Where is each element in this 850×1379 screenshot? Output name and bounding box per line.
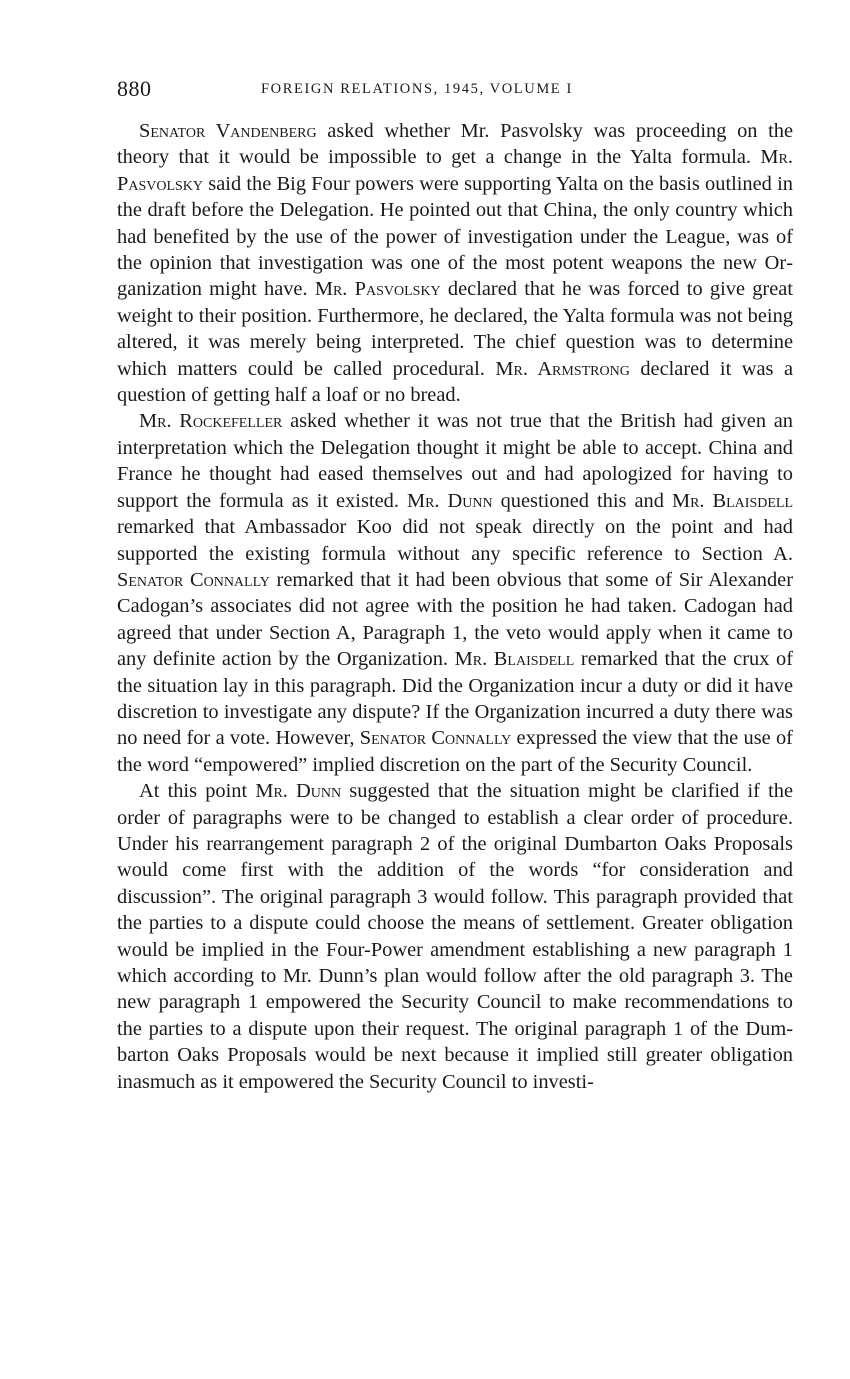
paragraph-text: declared that he was forced to give great weight to their position. Furthermore, he declared, the Yalta formula was not being altered, it was merely being interpreted. The chief question was to determine which matters could be called procedural. [117,278,793,380]
paragraph [117,408,793,778]
speaker-name: Mr. Dunn [406,489,493,512]
paragraph-text: questioned this and [492,489,672,512]
paragraph-text: suggested that the situation might be clarified if the order of paragraphs were to be changed to establish a clear order of procedure. Under his rearrangement paragraph 2 of the original Dumbarton Oaks Proposals would come first with the addition of the words “for consideration and discussion”. The original paragraph 3 would follow. This paragraph provided that the parties to a dispute could choose the means of settlement. Greater obligation would be implied in the Four-Power amendment establishing a new paragraph 1 which according to Mr. Dunn’s plan would follow after the old paragraph 3. The new paragraph 1 empowered the Security Council to make recommendations to the parties to a dispute upon their request. The original paragraph 1 of the Dumbarton Oaks Proposals would be next because it implied still greater obligation inasmuch as it empowered the Security Council to investi- [117,780,793,1093]
speaker-name: Mr. Blaisdell [671,489,794,512]
paragraph-text: said the Big Four powers were supporting Yalta on the basis outlined in the draft before the Delegation. He pointed out that China, the only country which had benefited by the use of the power of investigation under the League, was of the opinion that investigation was one of the most potent weapons the new Organization might have. [117,172,793,301]
paragraph-text: remarked that it had been obvious that some of Sir Alexander Cadogan’s associates did not agree with the position he had taken. Cadogan had agreed that under Section A, Paragraph 1, the veto would apply when it came to any definite action by the Organization. [117,568,793,671]
speaker-name: Mr. Blaisdell [454,648,575,671]
speaker-name: Senator Connally [117,568,270,591]
paragraph-text: remarked that the crux of the situation lay in this paragraph. Did the Organization incur a duty or did it have discretion to investigate any dispute? If the Organization incurred a duty there was no need for a vote. However, [117,648,793,750]
running-head [117,76,793,106]
speaker-name: Senator Vandenberg [139,120,317,142]
paragraph-text: At this point [139,780,256,803]
paragraph-text: remarked that Ambassador Koo did not speak directly on the point and had supported the existing formula without any specific reference to Section A. [117,516,793,565]
document-page [117,76,793,1095]
speaker-name: Senator Connally [359,727,512,750]
paragraph [117,118,793,408]
running-title: FOREIGN RELATIONS, 1945, VOLUME I [261,81,573,97]
paragraph-text: declared it was a question of getting half a loaf or no bread. [117,357,793,407]
page-number: 880 [117,76,152,101]
speaker-name: Mr. Dunn [255,780,342,803]
speaker-name: Mr. Rockefeller [139,410,283,433]
speaker-name: Mr. Armstrong [495,357,630,380]
paragraph-text: expressed the view that the use of the word “empowered” implied discretion on the part of the Security Council. [117,727,793,776]
paragraph-text: asked whether it was not true that the British had given an interpretation which the Delegation thought it might be able to accept. China and France he thought had eased themselves out and had apologized for having to support the formula as it existed. [117,410,793,512]
speaker-name: Mr. Pasvolsky [314,278,441,301]
paragraph [117,778,793,1095]
speaker-name: Mr. Pasvolsky [117,146,793,195]
body-text [117,118,793,1095]
paragraph-text: asked whether Mr. Pasvolsky was proceeding on the theory that it would be impossible to get a change in the Yalta formula. [117,120,794,169]
